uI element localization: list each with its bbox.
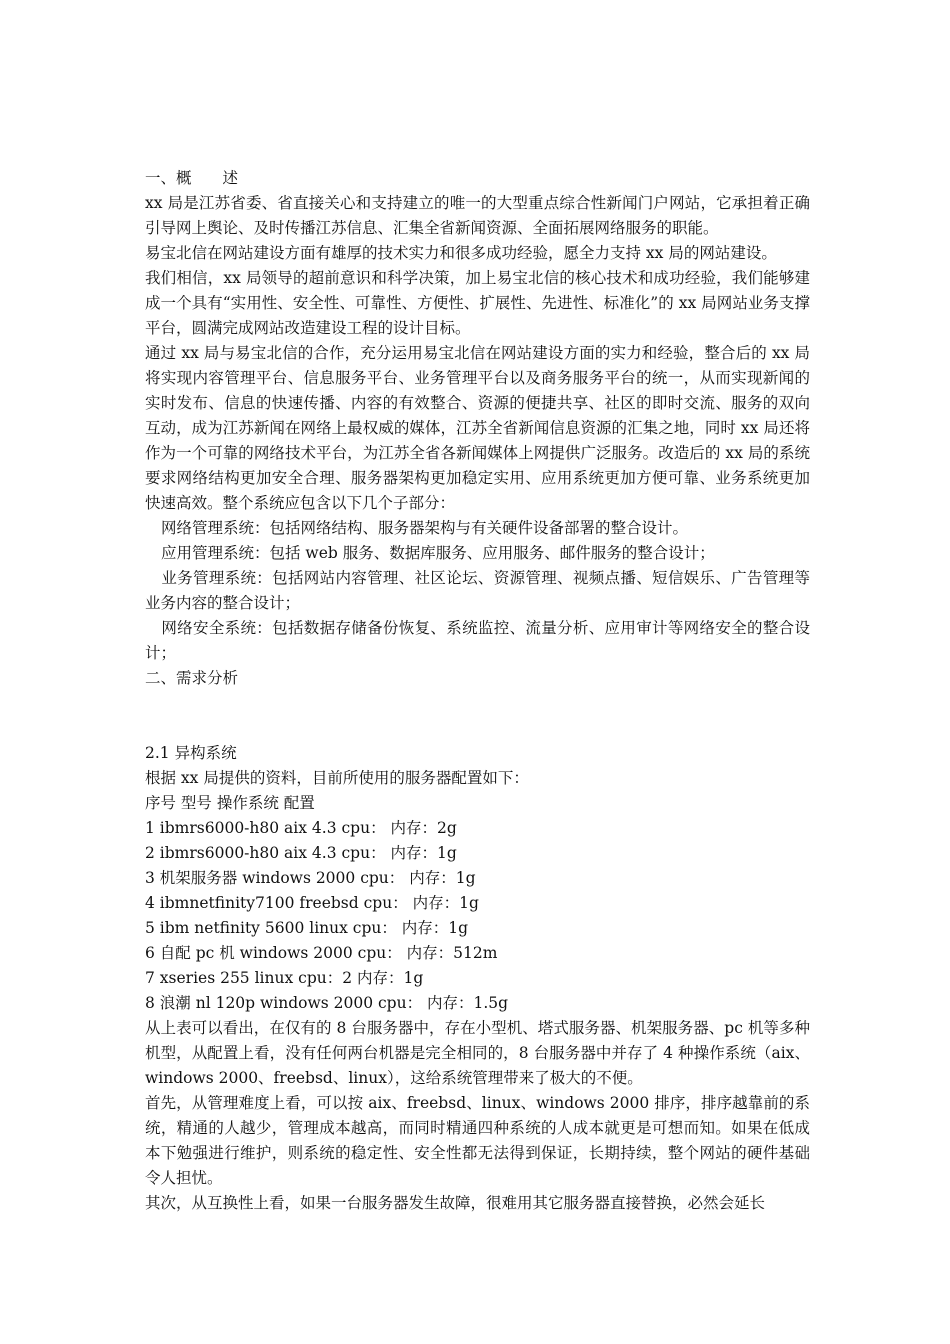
server-table-header: 序号 型号 操作系统 配置 <box>145 794 315 812</box>
server-row: 1 ibmrs6000-h80 aix 4.3 cpu： 内存：2g <box>145 819 457 837</box>
server-row: 2 ibmrs6000-h80 aix 4.3 cpu： 内存：1g <box>145 844 457 862</box>
paragraph-support: 易宝北信在网站建设方面有雄厚的技术实力和很多成功经验，愿全力支持 xx 局的网站建设。 <box>145 244 777 262</box>
paragraph-belief: 我们相信，xx 局领导的超前意识和科学决策，加上易宝北信的核心技术和成功经验，我们能够建成一个具有“实用性、安全性、可靠性、方便性、扩展性、先进性、标准化”的 xx 局网站业务支撑平台，圆满完成网站改造建设工程的设计目标。 <box>145 269 810 337</box>
bullet-item <box>145 616 810 666</box>
bullet-item <box>145 541 810 566</box>
bullet-text: 业务管理系统：包括网站内容管理、社区论坛、资源管理、视频点播、短信娱乐、广告管理等业务内容的整合设计； <box>145 569 810 612</box>
server-row: 7 xseries 255 linux cpu：2 内存：1g <box>145 969 424 987</box>
server-row: 3 机架服务器 windows 2000 cpu： 内存：1g <box>145 869 476 887</box>
bullet-item <box>145 516 810 541</box>
section-heading-heterogeneous: 2.1 异构系统 <box>145 744 237 762</box>
server-row: 8 浪潮 nl 120p windows 2000 cpu： 内存：1.5g <box>145 994 509 1012</box>
server-row: 5 ibm netfinity 5600 linux cpu： 内存：1g <box>145 919 469 937</box>
bullet-text: 网络管理系统：包括网络结构、服务器架构与有关硬件设备部署的整合设计。 <box>161 519 689 537</box>
section-heading-overview: 一、概 述 <box>145 169 239 187</box>
paragraph-cooperation: 通过 xx 局与易宝北信的合作，充分运用易宝北信在网站建设方面的实力和经验，整合后的 xx 局将实现内容管理平台、信息服务平台、业务管理平台以及商务服务平台的统一，从而实现新闻的实时发布、信息的快速传播、内容的有效整合、资源的便捷共享、社区的即时交流、服务的双向互动，成为江苏新闻在网络上最权威的媒体，江苏全省新闻信息资源的汇集之地，同时 xx 局还将作为一个可靠的网络技术平台，为江苏全省各新闻媒体上网提供广泛服务。改造后的 xx 局的系统要求网络结构更加安全合理、服务器架构更加稳定实用、应用系统更加方便可靠、业务系统更加快速高效。整个系统应包含以下几个子部分： <box>145 344 810 512</box>
bullet-text: 网络安全系统：包括数据存储备份恢复、系统监控、流量分析、应用审计等网络安全的整合设计； <box>145 619 810 662</box>
paragraph-analysis: 从上表可以看出，在仅有的 8 台服务器中，存在小型机、塔式服务器、机架服务器、pc 机等多种机型，从配置上看，没有任何两台机器是完全相同的，8 台服务器中并存了 4 种操作系统（aix、windows 2000、freebsd、linux），这给系统管理带来了极大的不便。 <box>145 1019 810 1087</box>
section-spacer <box>145 691 810 741</box>
bullet-text: 应用管理系统：包括 web 服务、数据库服务、应用服务、邮件服务的整合设计； <box>161 544 715 562</box>
document-page <box>145 166 810 1216</box>
paragraph-management-difficulty: 首先，从管理难度上看，可以按 aix、freebsd、linux、windows 2000 排序，排序越靠前的系统，精通的人越少，管理成本越高，而同时精通四种系统的人成本就更是可想而知。如果在低成本下勉强进行维护，则系统的稳定性、安全性都无法得到保证，长期持续，整个网站的硬件基础令人担忧。 <box>145 1094 810 1187</box>
server-row: 6 自配 pc 机 windows 2000 cpu： 内存：512m <box>145 944 498 962</box>
server-row: 4 ibmnetfinity7100 freebsd cpu： 内存：1g <box>145 894 479 912</box>
paragraph-server-intro: 根据 xx 局提供的资料，目前所使用的服务器配置如下： <box>145 769 529 787</box>
bullet-item <box>145 566 810 616</box>
section-heading-requirements: 二、需求分析 <box>145 669 239 687</box>
paragraph-intro: xx 局是江苏省委、省直接关心和支持建立的唯一的大型重点综合性新闻门户网站，它承担着正确引导网上舆论、及时传播江苏信息、汇集全省新闻资源、全面拓展网络服务的职能。 <box>145 194 810 237</box>
paragraph-interchangeability: 其次，从互换性上看，如果一台服务器发生故障，很难用其它服务器直接替换，必然会延长 <box>145 1194 766 1212</box>
